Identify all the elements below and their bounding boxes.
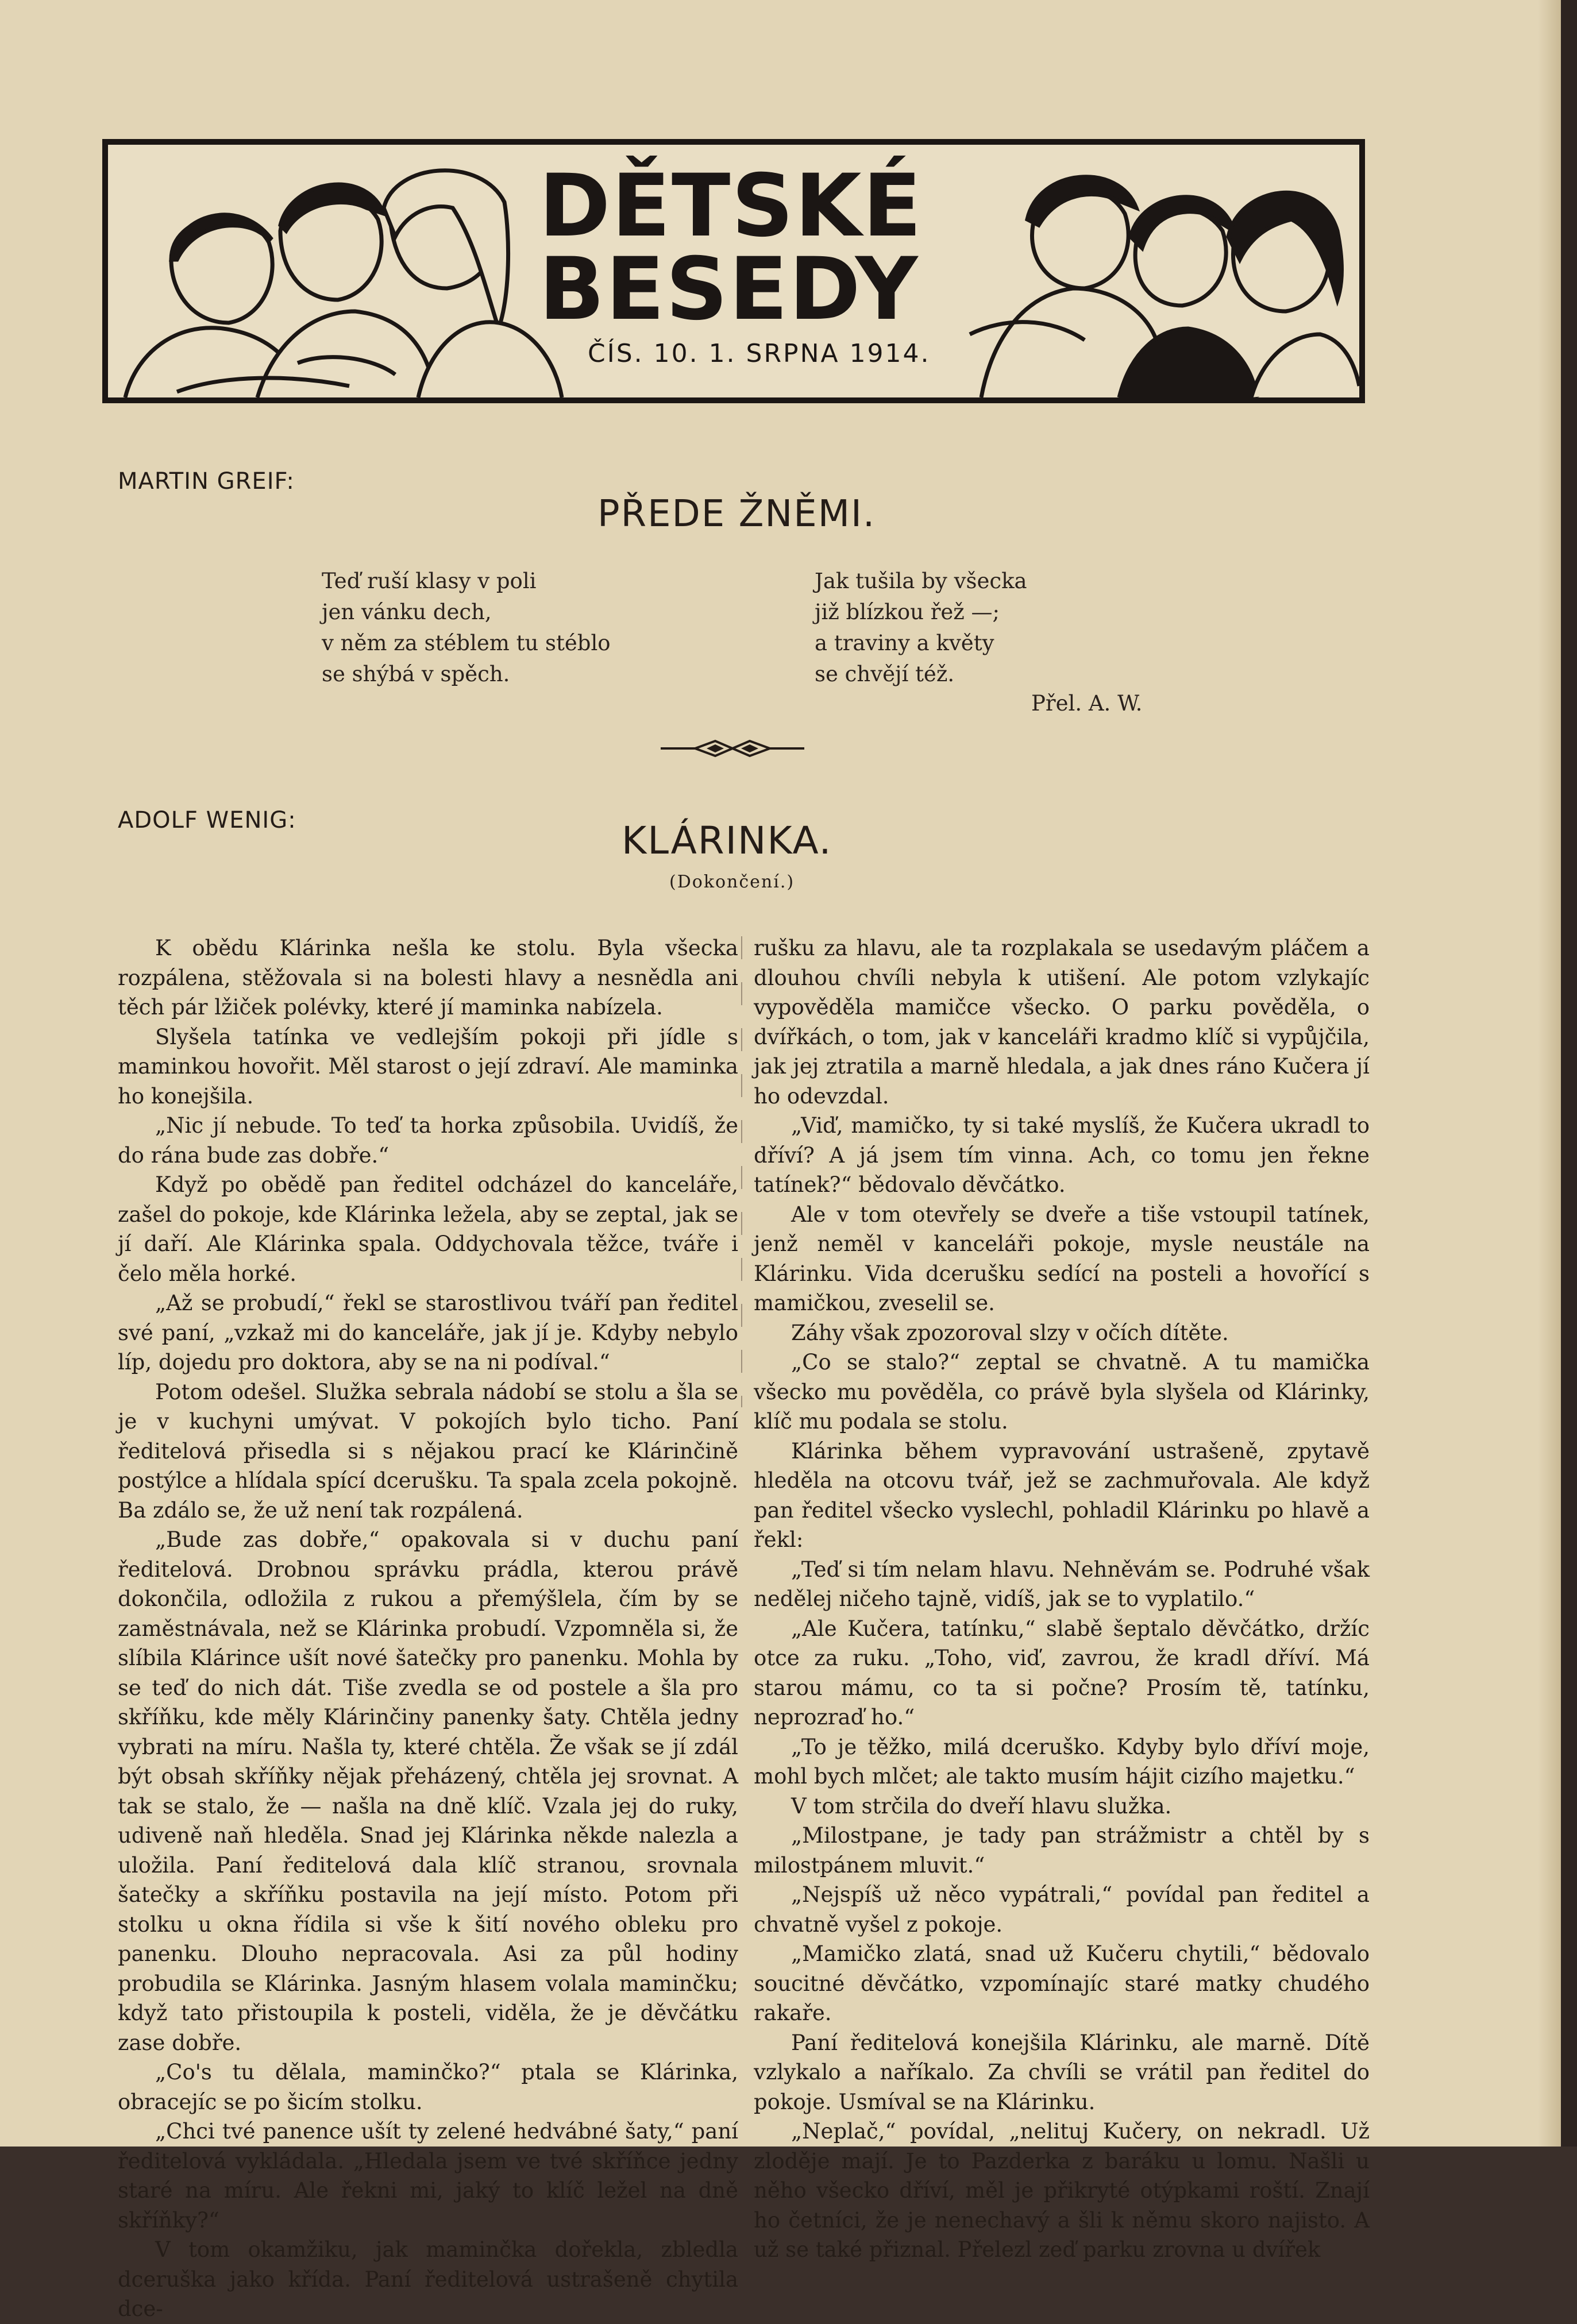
poem-line: v něm za stéblem tu stéblo — [322, 631, 611, 655]
paragraph: „To je těžko, milá dceruško. Kdyby bylo dříví moje, mohl bych mlčet; ale takto musím hájit cizího majetku.“ — [754, 1734, 1370, 1789]
paragraph: Slyšela tatínka ve vedlejším pokoji při jídle s maminkou hovořit. Měl starost o její zdraví. Ale maminka ho konejšila. — [118, 1024, 738, 1109]
poem-author: MARTIN GREIF: — [118, 468, 295, 495]
poem-stanza-1 — [322, 566, 611, 690]
poem-stanza-2 — [815, 566, 1027, 690]
story-column-left — [118, 933, 738, 2324]
paragraph: „Co's tu dělala, maminčko?“ ptala se Klárinka, obracejíc se po šicím stolku. — [118, 2060, 738, 2114]
paragraph: „Neplač,“ povídal, „nelituj Kučery, on nekradl. Už zloděje mají. Je to Pazderka z baráku u lomu. Našli u něho všecko dříví, měl je přikryté otýpkami roští. Znají ho četníci, že je nenechavý a šli k němu skoro najisto. A už se také přiznal. Přelezl zeď parku zrovna u dvířek — [754, 2119, 1370, 2262]
masthead-title — [539, 156, 923, 339]
story-column-right — [754, 933, 1370, 2265]
paragraph: „Co se stalo?“ zeptal se chvatně. A tu mamička všecko mu pověděla, co právě byla slyšela od Klárinky, klíč mu podala se stolu. — [754, 1350, 1370, 1434]
poem-line: se shýbá v spěch. — [322, 662, 510, 686]
ornament-divider — [661, 734, 804, 763]
poem-line: se chvějí též. — [815, 662, 955, 686]
paragraph: „Teď si tím nelam hlavu. Nehněvám se. Podruhé však nedělej ničeho tajně, vidíš, jak se to vyplatilo.“ — [754, 1557, 1370, 1611]
poem-line: Teď ruší klasy v poli — [322, 569, 537, 593]
story-subtitle: (Dokončení.) — [669, 872, 795, 892]
story-title: KLÁRINKA. — [622, 819, 832, 863]
paragraph: „Nic jí nebude. To teď ta horka způsobila. Uvidíš, že do rána bude zas dobře.“ — [118, 1113, 738, 1168]
poem-line: Jak tušila by všecka — [815, 569, 1027, 593]
poem-translator: Přel. A. W. — [1031, 691, 1143, 716]
poem-title: PŘEDE ŽNĚMI. — [597, 493, 876, 535]
poem-line: a traviny a květy — [815, 631, 994, 655]
story-author: ADOLF WENIG: — [118, 807, 296, 833]
paragraph: „Mamičko zlatá, snad už Kučeru chytili,“ bědovalo soucitné děvčátko, vzpomínajíc staré matky chudého rakaře. — [754, 1941, 1370, 2025]
paragraph: Ale v tom otevřely se dveře a tiše vstoupil tatínek, jenž neměl v kanceláři pokoje, mysle neustále na Klárinku. Vida dcerušku sedící na posteli a hovořící s mamičkou, zveselil se. — [754, 1202, 1370, 1315]
paragraph: V tom strčila do dveří hlavu služka. — [791, 1793, 1172, 1819]
paragraph: „Až se probudí,“ řekl se starostlivou tváří pan ředitel své paní, „vzkaž mi do kanceláře, jak jí je. Kdyby nebylo líp, dojedu pro doktora, aby se na ni podíval.“ — [118, 1291, 738, 1375]
paragraph: Paní ředitelová konejšila Klárinku, ale marně. Dítě vzlykalo a naříkalo. Za chvíli se vrátil pan ředitel do pokoje. Usmíval se na Klárinku. — [754, 2030, 1370, 2114]
masthead-issue: ČÍS. 10. 1. SRPNA 1914. — [588, 339, 931, 368]
poem-line: jen vánku dech, — [322, 600, 492, 624]
masthead-title-line2: BESEDY — [539, 240, 919, 339]
paragraph: „Chci tvé panence ušít ty zelené hedvábné šaty,“ paní ředitelová vykládala. „Hledala jsem ve tvé skříňce jedny staré na míru. Ale řekni mi, jaký to klíč ležel na dně skříňky?“ — [118, 2119, 738, 2233]
column-divider — [741, 936, 742, 1407]
paragraph: Když po obědě pan ředitel odcházel do kanceláře, zašel do pokoje, kde Klárinka ležela, aby se zeptal, jak se jí daří. Ale Klárinka spala. Oddychovala těžce, tváře i čelo měla horké. — [118, 1172, 738, 1286]
paragraph: Klárinka během vypravování ustrašeně, zpytavě hleděla na otcovu tvář, jež se zachmuřovala. Ale když pan ředitel všecko vyslechl, pohladil Klárinku po hlavě a řekl: — [754, 1438, 1370, 1552]
paragraph: „Nejspíš už něco vypátrali,“ povídal pan ředitel a chvatně vyšel z pokoje. — [754, 1882, 1370, 1937]
paragraph: rušku za hlavu, ale ta rozplakala se usedavým pláčem a dlouhou chvíli nebyla k utišení. Ale potom vzlykajíc vypověděla mamičce všecko. O parku pověděla, o dvířkách, o tom, jak v kanceláři kradmo klíč si vypůjčila, jak jej ztratila a marně hledala, a jak dnes ráno Kučera jí ho odevzdal. — [754, 936, 1370, 1109]
page-fold — [1538, 0, 1561, 2147]
poem-line: již blízkou řež —; — [815, 600, 1000, 624]
paragraph: Potom odešel. Služka sebrala nádobí se stolu a šla se je v kuchyni umývat. V pokojích bylo ticho. Paní ředitelová přisedla si s nějakou prací ke Klárinčině postýlce a hlídala spící dcerušku. Ta spala zcela pokojně. Ba zdálo se, že už není tak rozpálená. — [118, 1379, 738, 1523]
paragraph: „Bude zas dobře,“ opakovala si v duchu paní ředitelová. Drobnou správku prádla, kterou právě dokončila, odložila z rukou a přemýšlela, čím by se zaměstnávala, než se Klárinka probudí. Vzpomněla si, že slíbila Klárince ušít nové šatečky pro panenku. Mohla by se teď do nich dát. Tiše zvedla se od postele a šla pro skříňku, kde měly Klárinčiny panenky šaty. Chtěla jedny vybrati na míru. Našla ty, které chtěla. Že však se jí zdál být obsah skříňky nějak přeházený, chtěla jej srovnat. A tak se stalo, že — našla na dně klíč. Vzala jej do ruky, udiveně naň hleděla. Snad jej Klárinka někde nalezla a uložila. Paní ředitelová dala klíč stranou, srovnala šatečky a skříňku postavila na její místo. Potom při stolku u okna řídila si vše k šití nového obleku pro panenku. Dlouho nepracovala. Asi za půl hodiny probudila se Klárinka. Jasným hlasem volala maminčku; když tato přistoupila k posteli, viděla, že je děvčátku zase dobře. — [118, 1527, 738, 2055]
paragraph: „Milostpane, je tady pan strážmistr a chtěl by s milostpánem mluvit.“ — [754, 1823, 1370, 1878]
masthead — [102, 139, 1365, 403]
paragraph: „Viď, mamičko, ty si také myslíš, že Kučera ukradl to dříví? A já jsem tím vinna. Ach, co tomu jen řekne tatínek?“ bědovalo děvčátko. — [754, 1113, 1370, 1197]
paragraph: V tom okamžiku, jak maminčka dořekla, zbledla dceruška jako křída. Paní ředitelová ustrašeně chytila dce- — [118, 2237, 738, 2321]
paragraph: „Ale Kučera, tatínku,“ slabě šeptalo děvčátko, držíc otce za ruku. „Toho, viď, zavrou, že kradl dříví. Má starou mámu, co ta si počne? Prosím tě, tatínku, neprozraď ho.“ — [754, 1616, 1370, 1730]
paragraph: K obědu Klárinka nešla ke stolu. Byla všecka rozpálena, stěžovala si na bolesti hlavy a nesnědla ani těch pár lžiček polévky, které jí maminka nabízela. — [118, 936, 738, 1020]
paragraph: Záhy však zpozoroval slzy v očích dítěte. — [791, 1320, 1229, 1345]
masthead-title-line1: DĚTSKÉ — [539, 156, 923, 256]
page-edge — [1561, 0, 1577, 2147]
